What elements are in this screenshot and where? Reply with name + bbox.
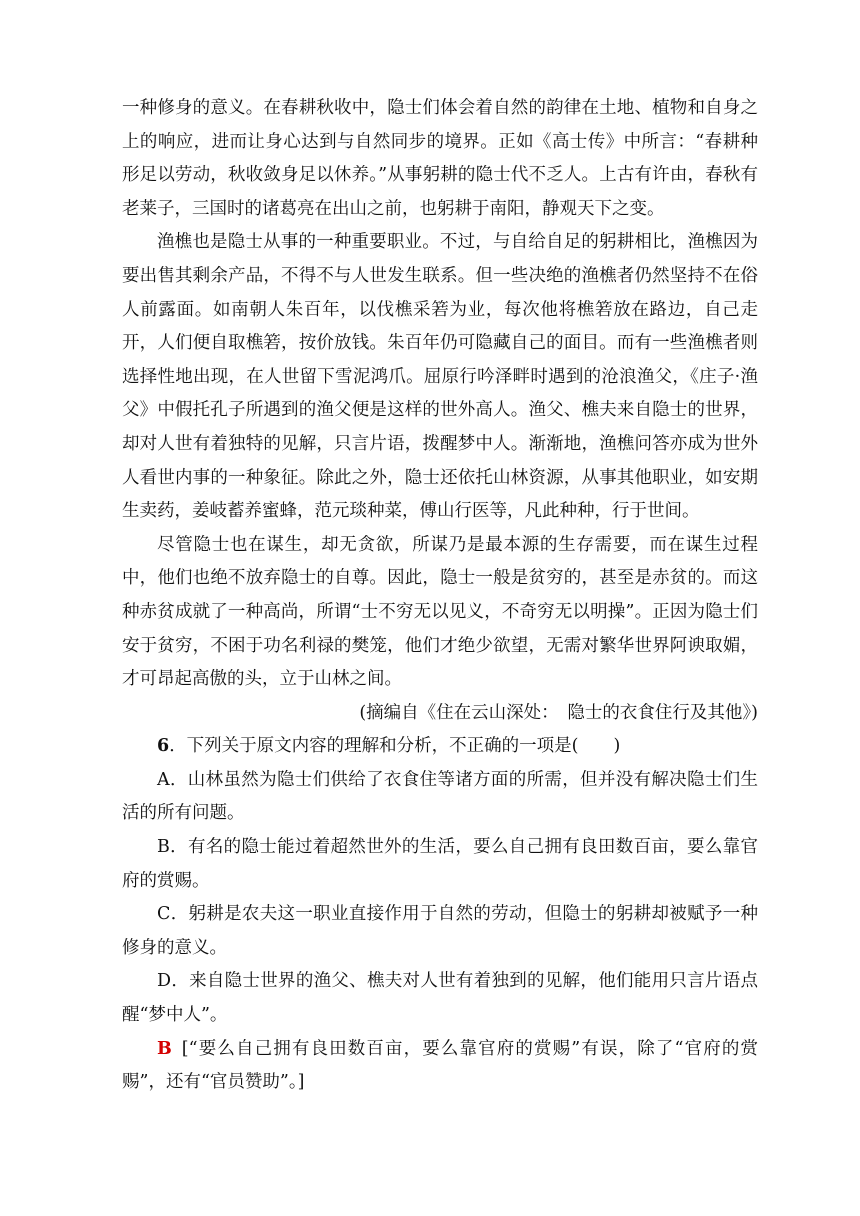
option-b: B．有名的隐士能过着超然世外的生活，要么自己拥有良田数百亩，要么靠官府的赏赐。	[122, 837, 758, 891]
option-a: A．山林虽然为隐士们供给了衣食住等诸方面的所需，但并没有解决隐士们生活的所有问题。	[122, 769, 758, 824]
option-d: D．来自隐士世界的渔父、樵夫对人世有着独到的见解，他们能用只言片语点醒“梦中人”。	[122, 971, 758, 1026]
question-text: ．下列关于原文内容的理解和分析，不正确的一项是( )	[169, 736, 621, 757]
article-source: (摘编自《住在云山深处： 隐士的衣食住行及其他》)	[359, 702, 758, 723]
article-paragraph-2: 渔樵也是隐士从事的一种重要职业。不过，与自给自足的躬耕相比，渔樵因为要出售其剩余产品，不得不与人世发生联系。但一些决绝的渔樵者仍然坚持不在俗人前露面。如南朝人朱百年，以伐樵采箬为业，每次他将樵箬放在路边，自己走开，人们便自取樵箬，按价放钱。朱百年仍可隐藏自己的面目。而有一些渔樵者则选择性地出现，在人世留下雪泥鸿爪。屈原行吟泽畔时遇到的沧浪渔父，《庄子·渔父》中假托孔子所遇到的渔父便是这样的世外高人。渔父、樵夫来自隐士的世界，却对人世有着独特的见解，只言片语，拨醒梦中人。渐渐地，渔樵问答亦成为世外人看世内事的一种象征。除此之外，隐士还依托山林资源，从事其他职业，如安期生卖药，姜岐蓄养蜜蜂，范元琰种菜，傅山行医等，凡此种种，行于世间。	[122, 232, 758, 522]
article-paragraph-1: 一种修身的意义。在春耕秋收中，隐士们体会着自然的韵律在土地、植物和自身之上的响应，进而让身心达到与自然同步的境界。正如《高士传》中所言：“春耕种形足以劳动，秋收敛身足以休养。”从事躬耕的隐士代不乏人。上古有许由，春秋有老莱子，三国时的诸葛亮在出山之前，也躬耕于南阳，静观天下之变。	[122, 98, 758, 219]
answer-block	[122, 1033, 758, 1100]
option-c: C．躬耕是农夫这一职业直接作用于自然的劳动，但隐士的躬耕却被赋予一种修身的意义。	[122, 904, 758, 958]
question-number: 6	[157, 736, 170, 757]
article-paragraph-3: 尽管隐士也在谋生，却无贪欲，所谋乃是最本源的生存需要，而在谋生过程中，他们也绝不放弃隐士的自尊。因此，隐士一般是贫穷的，甚至是赤贫的。而这种赤贫成就了一种高尚，所谓“士不穷无以见义，不奇穷无以明操”。正因为隐士们安于贫穷，不困于功名利禄的樊笼，他们才绝少欲望，无需对繁华世界阿谀取媚，才可昂起高傲的头，立于山林之间。	[122, 534, 758, 690]
answer-explanation: [“要么自己拥有良田数百亩，要么靠官府的赏赐”有误，除了“官府的赏赐”，还有“官员赞助”。]	[122, 1038, 758, 1093]
document-page	[122, 92, 758, 1100]
answer-letter: B	[157, 1038, 172, 1059]
question-stem	[122, 730, 758, 764]
